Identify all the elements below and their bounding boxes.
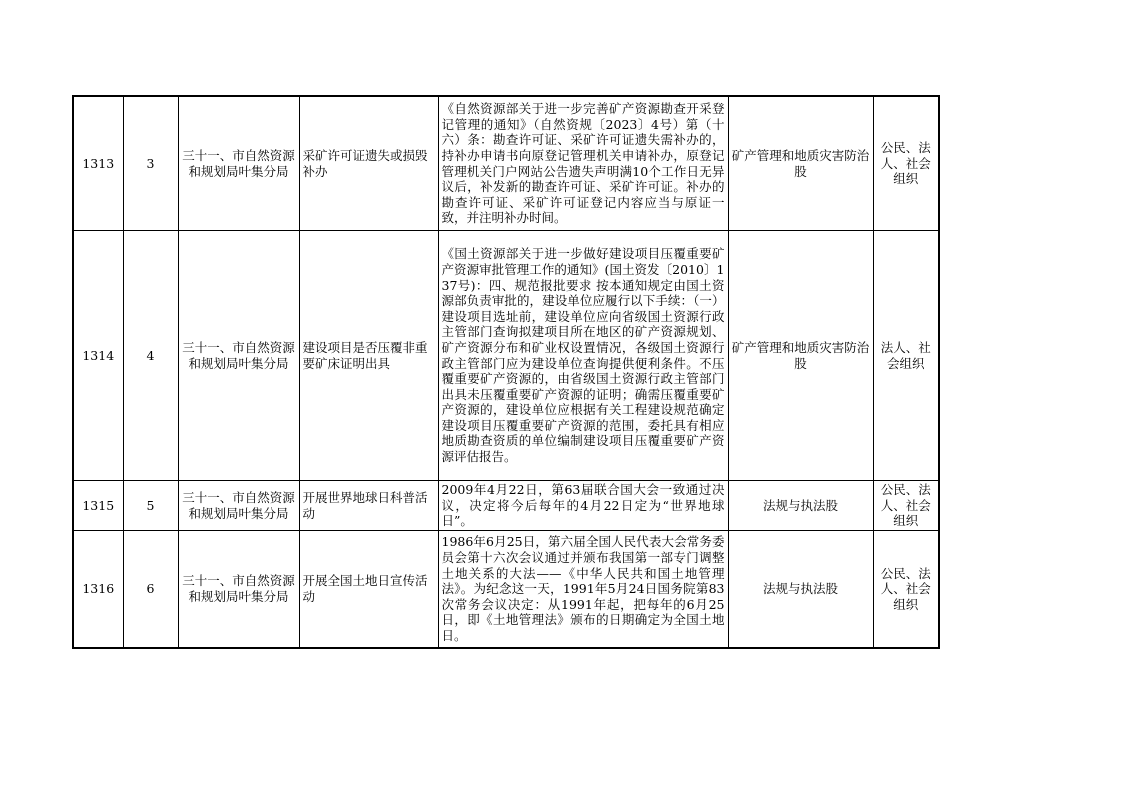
row-office: 法规与执法股 — [728, 531, 873, 649]
row-id: 1316 — [73, 531, 123, 649]
row-id: 1313 — [73, 96, 123, 231]
table-row — [73, 96, 939, 231]
row-dept: 三十一、市自然资源和规划局叶集分局 — [178, 96, 299, 231]
row-target: 法人、社会组织 — [873, 231, 939, 481]
row-office: 矿产管理和地质灾害防治股 — [728, 231, 873, 481]
row-item: 开展全国土地日宣传活动 — [299, 531, 438, 649]
row-basis: 《自然资源部关于进一步完善矿产资源勘查开采登记管理的通知》（自然资规〔2023〕4号）第（十六）条：勘查许可证、采矿许可证遗失需补办的，持补办申请书向原登记管理机关申请补办，原登记管理机关门户网站公告遗失声明满10个工作日无异议后，补发新的勘查许可证、采矿许可证。补办的勘查许可证、采矿许可证登记内容应当与原证一致，并注明补办时间。 — [438, 96, 728, 231]
row-item: 建设项目是否压覆非重要矿床证明出具 — [299, 231, 438, 481]
row-office: 法规与执法股 — [728, 481, 873, 531]
row-basis: 2009年4月22日，第63届联合国大会一致通过决议，决定将今后每年的4月22日定为“世界地球日”。 — [438, 481, 728, 531]
table-row — [73, 231, 939, 481]
row-seq: 5 — [123, 481, 178, 531]
row-target: 公民、法人、社会组织 — [873, 531, 939, 649]
row-id: 1315 — [73, 481, 123, 531]
row-id: 1314 — [73, 231, 123, 481]
row-dept: 三十一、市自然资源和规划局叶集分局 — [178, 231, 299, 481]
row-target: 公民、法人、社会组织 — [873, 96, 939, 231]
row-seq: 3 — [123, 96, 178, 231]
table-row — [73, 531, 939, 649]
row-item: 采矿许可证遗失或损毁补办 — [299, 96, 438, 231]
table-row — [73, 481, 939, 531]
service-table — [72, 95, 940, 649]
row-basis: 《国土资源部关于进一步做好建设项目压覆重要矿产资源审批管理工作的通知》(国土资发〔2010〕137号)：四、规范报批要求 按本通知规定由国土资源部负责审批的，建设单位应履行以下手续：（一）建设项目选址前，建设单位应向省级国土资源行政主管部门查询拟建项目所在地区的矿产资源规划、矿产资源分布和矿业权设置情况，各级国土资源行政主管部门应为建设单位查询提供便利条件。不压覆重要矿产资源的，由省级国土资源行政主管部门出具未压覆重要矿产资源的证明；确需压覆重要矿产资源的，建设单位应根据有关工程建设规范确定建设项目压覆重要矿产资源的范围，委托具有相应地质勘查资质的单位编制建设项目压覆重要矿产资源评估报告。 — [438, 231, 728, 481]
row-dept: 三十一、市自然资源和规划局叶集分局 — [178, 481, 299, 531]
row-item: 开展世界地球日科普活动 — [299, 481, 438, 531]
row-basis: 1986年6月25日，第六届全国人民代表大会常务委员会第十六次会议通过并颁布我国第一部专门调整土地关系的大法——《中华人民共和国土地管理法》。为纪念这一天，1991年5月24日国务院第83次常务会议决定：从1991年起，把每年的6月25日，即《土地管理法》颁布的日期确定为全国土地日。 — [438, 531, 728, 649]
row-seq: 4 — [123, 231, 178, 481]
row-seq: 6 — [123, 531, 178, 649]
row-dept: 三十一、市自然资源和规划局叶集分局 — [178, 531, 299, 649]
row-target: 公民、法人、社会组织 — [873, 481, 939, 531]
row-office: 矿产管理和地质灾害防治股 — [728, 96, 873, 231]
